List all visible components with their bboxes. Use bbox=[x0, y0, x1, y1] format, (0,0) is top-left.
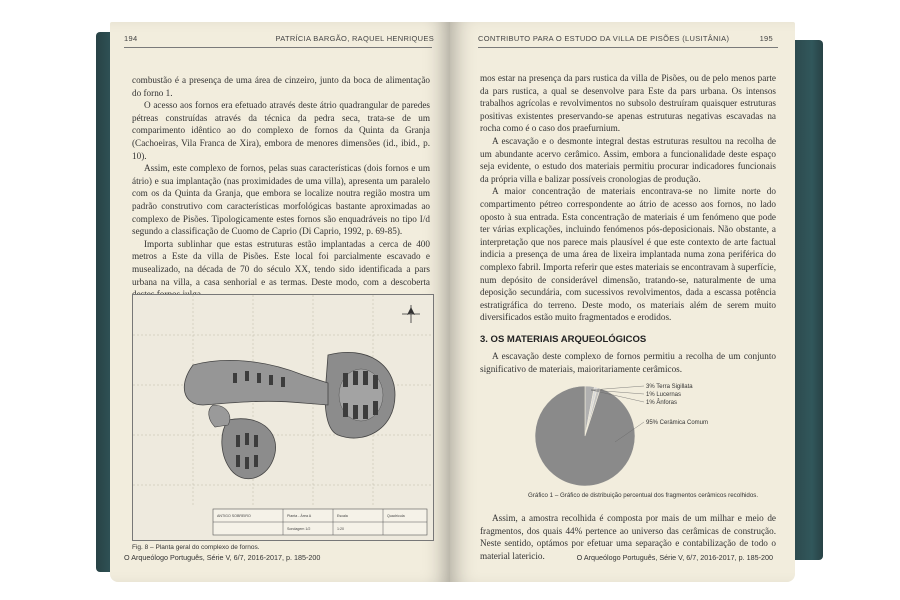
pie-label: 1% Lucernas bbox=[646, 392, 682, 398]
right-paragraph: A escavação e o desmonte integral destas estruturas resultou na recolha de um abundante acervo cerâmico. Assim, embora a funcionalidade deste espaço seja evidente, o estudo dos materiais permitiu procurar indicadores funcionais da própria villa e balizar possíveis cronologias de produção. bbox=[480, 135, 776, 184]
left-footer: O Arqueólogo Português, Série V, 6/7, 2016-2017, p. 185-200 bbox=[124, 553, 321, 562]
left-page-number: 194 bbox=[124, 34, 138, 43]
closing-paragraph: Assim, a amostra recolhida é composta por mais de um milhar e meio de fragmentos, dos quais 44% pertence ao universo das cerâmicas de construção. Neste sentido, optámos por efetuar uma separação e contabilização de todo o material latericio. bbox=[480, 513, 776, 561]
right-footer: O Arqueólogo Português, Série V, 6/7, 2016-2017, p. 185-200 bbox=[576, 553, 773, 562]
figure-caption: Fig. 8 – Planta geral do complexo de fornos. bbox=[132, 544, 260, 551]
right-body-text bbox=[480, 72, 776, 376]
book-cover-right-edge bbox=[795, 40, 823, 560]
title-block-cell: 1:20 bbox=[337, 527, 344, 531]
left-header-rule bbox=[124, 47, 432, 48]
right-running-head: CONTRIBUTO PARA O ESTUDO DA VILLA DE PISÕES (LUSITÂNIA) bbox=[478, 34, 730, 43]
right-paragraph: mos estar na presença da pars rustica da villa de Pisões, ou de pelo menos parte da pars rustica, a qual se desenvolve para Este da pars urbana. Os intensos trabalhos agrícolas e revolvimentos no subsolo destruíram quaisquer estruturas positivas existentes preservando-se apenas estruturas negativas escavadas na rocha como é o caso dos praefurnium. bbox=[480, 73, 776, 134]
pie-label: 95% Cerâmica Comum bbox=[646, 420, 709, 426]
pie-slice-cer-mica-comum bbox=[535, 386, 635, 486]
site-plan-drawing bbox=[133, 295, 433, 540]
title-block-cell: ANTIGO SOBREIRO bbox=[217, 514, 251, 518]
left-paragraph: Importa sublinhar que estas estruturas estão implantadas a cerca de 400 metros a Este da villa de Pisões. Este local foi parcialmente escavado e musealizado, na década de 70 do século XX, tendo sido identificada a pars urbana na villa, a casa senhorial e as termas. Deste modo, com a descoberta bbox=[132, 238, 430, 287]
pie-chart-svg bbox=[490, 374, 750, 494]
title-block-cell: Planta - Área A bbox=[287, 514, 312, 518]
plan-title-block bbox=[213, 509, 427, 535]
left-body-text bbox=[132, 74, 430, 301]
left-paragraph: O acesso aos fornos era efetuado através deste átrio quadrangular de paredes pétreas construídas através da técnica da pedra seca, trata-se de um comparimento idêntico ao do complexo de fornos da Quinta da Granja (Cachoeiras, Vila Franca de Xira), embora de menores dimensões (id., ibid., p. 10). bbox=[132, 100, 430, 161]
left-running-head: PATRÍCIA BARGÃO, RAQUEL HENRIQUES bbox=[275, 34, 434, 43]
chart-caption: Gráfico 1 – Gráfico de distribuição percentual dos fragmentos cerâmicos recolhidos. bbox=[528, 492, 759, 499]
title-block-cell: Quadrícula bbox=[387, 514, 405, 518]
right-page bbox=[450, 22, 795, 582]
pie-label: 1% Ânforas bbox=[646, 400, 678, 406]
pie-chart bbox=[490, 374, 750, 504]
section-heading: 3. OS MATERIAIS ARQUEOLÓGICOS bbox=[480, 333, 647, 345]
right-paragraph: A maior concentração de materiais encontrava-se no limite norte do compartimento pétreo correspondente ao átrio de acesso aos fornos, no lado oposto à sua entrada. Esta concentração de materiais é um fenómeno que pode ter várias explicações, incluindo fenómenos pós-deposicionais. Não obstante, a interpretação que nos parece mais plausível é que este contexto de arte factual indicia a presença de uma área de lixeira implantada numa zona periférica do complexo fabril. Importa referir que estes materiais se encontravam à superfície, num depósito de considerável dimensão, tratando-se, naturalmente de uma deposição secundária, com sucessivos revolvimentos, dada a escassa potência estratigráfica do terreno. Deste modo, os materiais além de serem muito diversificados estão muito fragmentados e erodidos. bbox=[480, 186, 776, 323]
title-block-cell: Sondagem 1/2 bbox=[287, 527, 311, 531]
right-page-number: 195 bbox=[759, 34, 773, 43]
kiln-site-plan-figure bbox=[132, 294, 434, 541]
left-page bbox=[110, 22, 450, 582]
right-header-rule bbox=[478, 47, 778, 48]
title-block-cell: Escala bbox=[337, 514, 348, 518]
left-paragraph: combustão é a presença de uma área de cinzeiro, junto da boca de alimentação do forno 1. bbox=[132, 75, 430, 98]
section-paragraph: A escavação deste complexo de fornos permitiu a recolha de um conjunto significativo de materiais, maioritariamente cerâmicos. bbox=[480, 351, 776, 375]
pie-label: 3% Terra Sigillata bbox=[646, 384, 693, 390]
left-paragraph: Assim, este complexo de fornos, pelas suas características (dois fornos e um átrio) e sua implantação (nas proximidades de uma villa), apresenta um paralelo com os da Quinta da Granja, que embora se localize noutra região mostra um padrão construtivo com características morfológicas bastante aproximadas ao complexo de Pisões. Tipologicamente estes fornos são enquadráveis no tipo I/d segundo a classificação de Cuomo de Caprio (Di Caprio, 1992, p. 69-85). bbox=[132, 163, 430, 237]
